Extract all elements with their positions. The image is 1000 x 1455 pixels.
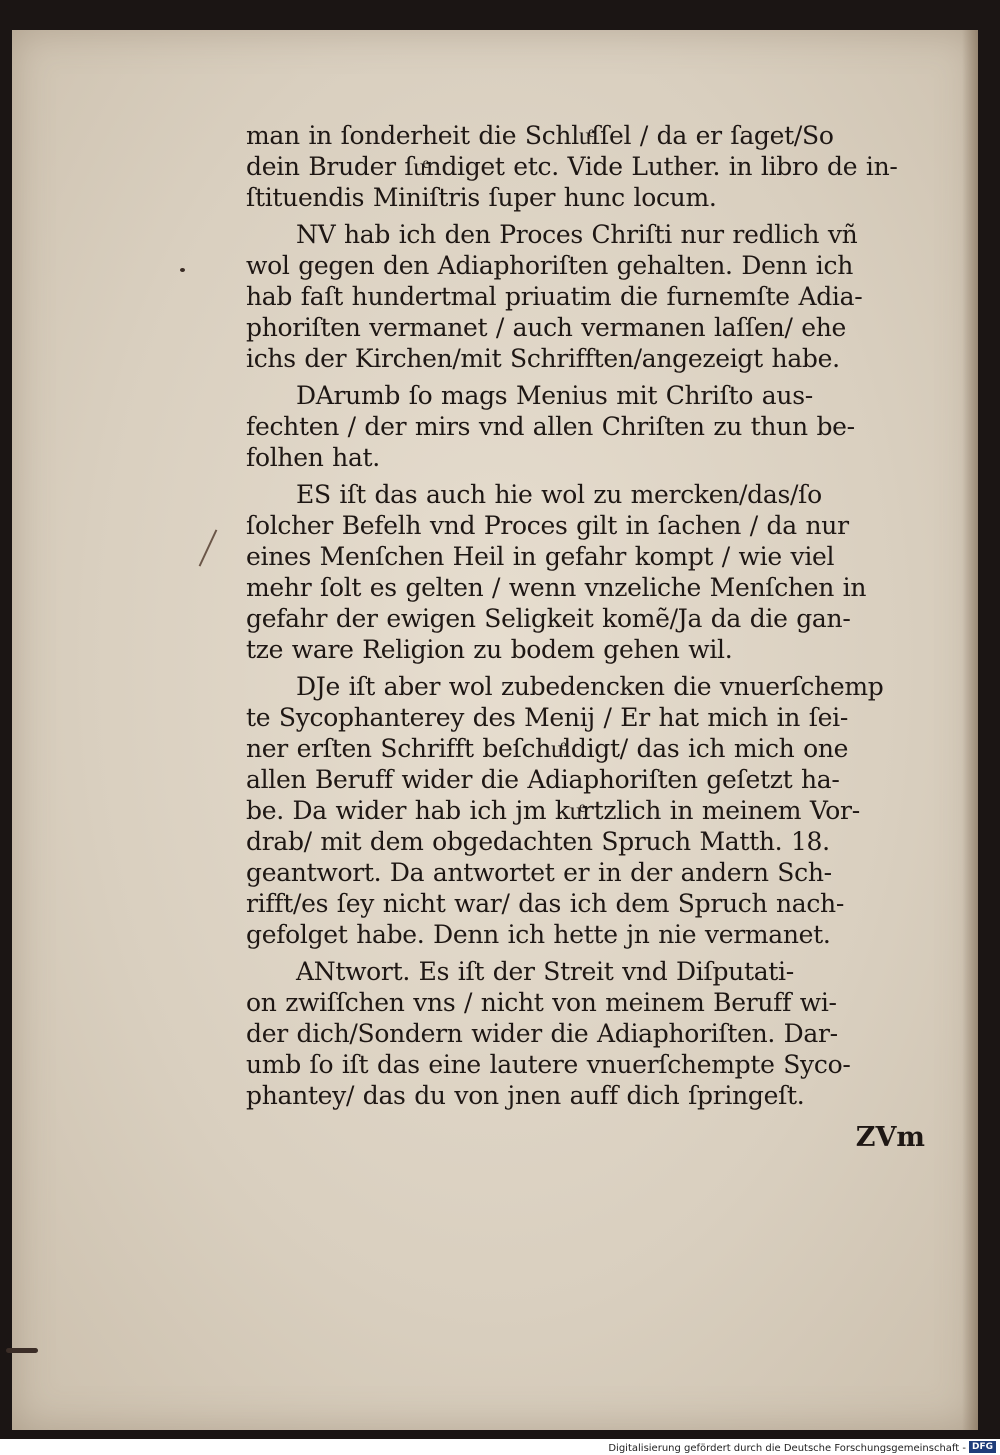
paragraph-start-line: DJe iſt aber wol zubedencken die vnuerſchemp xyxy=(296,672,884,701)
text-line: phoriſten vermanet / auch vermanen laſſen/ ehe xyxy=(246,313,847,342)
text-line: tze ware Religion zu bodem gehen wil. xyxy=(246,635,733,664)
text-line: wol gegen den Adiaphoriſten gehalten. Denn ich xyxy=(246,251,854,280)
text-line: ichs der Kirchen/mit Schrifften/angezeigt habe. xyxy=(246,344,840,373)
text-line: be. Da wider hab ich jm kuͤrtzlich in meinem Vor- xyxy=(246,796,860,825)
text-line: eines Menſchen Heil in gefahr kompt / wie viel xyxy=(246,542,835,571)
text-line: geantwort. Da antwortet er in der andern Sch- xyxy=(246,858,832,887)
text-line: phantey/ das du von jnen auff dich ſpringeſt. xyxy=(246,1081,805,1110)
text-line: drab/ mit dem obgedachten Spruch Matth. 18. xyxy=(246,827,830,856)
paragraph-start-line: ANtwort. Es iſt der Streit vnd Diſputati- xyxy=(296,957,794,986)
text-line: man in ſonderheit die Schluͤſſel / da er ſaget/So xyxy=(246,121,834,150)
catchword: ZVm xyxy=(855,1122,925,1153)
digitization-footer xyxy=(0,1439,1000,1455)
edge-smudge xyxy=(6,1348,38,1353)
text-line: mehr ſolt es gelten / wenn vnzeliche Menſchen in xyxy=(246,573,867,602)
text-line: allen Beruff wider die Adiaphoriſten geſetzt ha- xyxy=(246,765,840,794)
text-line: on zwiſſchen vns / nicht von meinem Beruff wi- xyxy=(246,988,837,1017)
text-line: te Sycophanterey des Menij / Er hat mich in ſei- xyxy=(246,703,849,732)
page-text xyxy=(246,120,936,1111)
text-line: umb ſo iſt das eine lautere vnuerſchempte Syco- xyxy=(246,1050,851,1079)
text-line: gefahr der ewigen Seligkeit komẽ/Ja da die gan- xyxy=(246,604,851,633)
funding-credit: Digitalisierung gefördert durch die Deutsche Forschungsgemeinschaft - xyxy=(608,1443,966,1454)
paragraph-start-line: ES iſt das auch hie wol zu mercken/das/ſo xyxy=(296,480,822,509)
ink-speck xyxy=(180,268,185,272)
text-line: der dich/Sondern wider die Adiaphoriſten. Dar- xyxy=(246,1019,838,1048)
paragraph-start-line: NV hab ich den Proces Chriſti nur redlich vñ xyxy=(296,220,858,249)
text-line: hab faſt hundertmal priuatim die furnemſte Adia- xyxy=(246,282,863,311)
page-edge-shadow xyxy=(962,30,978,1430)
dfg-logo: DFG xyxy=(969,1441,996,1453)
text-line: folhen hat. xyxy=(246,443,380,472)
text-line: dein Bruder ſuͤndiget etc. Vide Luther. in libro de in- xyxy=(246,152,898,181)
text-line: fechten / der mirs vnd allen Chriſten zu thun be- xyxy=(246,412,855,441)
text-line: ſtituendis Miniſtris ſuper hunc locum. xyxy=(246,183,717,212)
text-line: rifft/es ſey nicht war/ das ich dem Spruch nach- xyxy=(246,889,844,918)
text-line: gefolget habe. Denn ich hette jn nie vermanet. xyxy=(246,920,831,949)
text-line: ſolcher Befelh vnd Proces gilt in ſachen / da nur xyxy=(246,511,849,540)
paragraph-start-line: DArumb ſo mags Menius mit Chriſto aus- xyxy=(296,381,813,410)
text-line: ner erſten Schrifft beſchuͤldigt/ das ich mich one xyxy=(246,734,849,763)
